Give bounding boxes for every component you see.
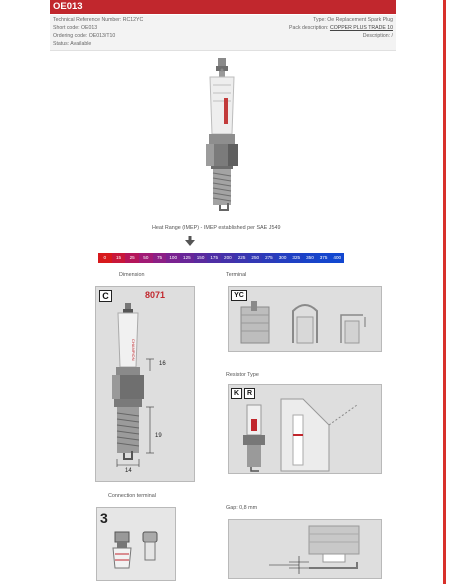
heat-range-cell: 325	[289, 253, 303, 263]
connection-terminal-drawing	[97, 508, 177, 582]
pack-link[interactable]: COPPER PLUS TRADE 10	[329, 25, 393, 31]
dimension-caption: Dimension	[119, 272, 145, 278]
terminal-panel	[228, 286, 382, 352]
pack-description	[289, 24, 393, 32]
heat-range-scale	[98, 253, 344, 263]
heat-range-cell: 250	[248, 253, 262, 263]
resistor-caption: Resistor Type	[226, 372, 259, 378]
heat-range-cell: 375	[317, 253, 331, 263]
short-code: Short code: OE013	[53, 25, 98, 31]
pack-label: Pack description:	[289, 25, 330, 31]
tech-ref: Technical Reference Number: RC12YC	[53, 17, 144, 23]
electrode-drawings	[229, 287, 383, 353]
heat-range-cell: 100	[166, 253, 180, 263]
terminal-code: YC	[231, 290, 247, 301]
dimension-letter: C	[99, 290, 112, 302]
gap-caption: Gap: 0,8 mm	[226, 505, 258, 511]
right-accent-bar	[443, 0, 446, 584]
heat-range-cell: 150	[194, 253, 208, 263]
heat-range-cell: 175	[207, 253, 221, 263]
spark-plug-image	[196, 58, 248, 216]
heat-range-cell: 0	[98, 253, 112, 263]
resistor-letter-k: K	[231, 388, 242, 399]
dimension-panel	[95, 286, 195, 482]
heat-range-cell: 275	[262, 253, 276, 263]
resistor-panel	[228, 384, 382, 474]
gap-drawing	[229, 520, 383, 580]
spark-plug-dimension-drawing	[96, 287, 196, 483]
heat-range-cell: 400	[330, 253, 344, 263]
thread-label: 14	[125, 468, 132, 474]
heat-range-cell: 75	[153, 253, 167, 263]
resistor-letter-r: R	[244, 388, 255, 399]
heat-range-caption: Heat Range (IMEP) - IMEP established per SAE J549	[152, 225, 281, 231]
heat-range-cell: 300	[276, 253, 290, 263]
heat-pointer-icon	[185, 236, 195, 246]
heat-range-cell: 225	[235, 253, 249, 263]
part-number: 8071	[145, 290, 166, 300]
connection-caption: Connection terminal	[108, 493, 156, 499]
product-type: Type: Oe Replacement Spark Plug	[313, 17, 393, 23]
ordering-code: Ordering code: OE013/T10	[53, 33, 116, 39]
heat-range-cell: 50	[139, 253, 153, 263]
hex-size-label: 16	[159, 361, 166, 367]
heat-range-cell: 350	[303, 253, 317, 263]
product-info	[50, 15, 396, 51]
svg-text:CHAMPION: CHAMPION	[131, 339, 136, 361]
terminal-caption: Terminal	[226, 272, 247, 278]
connection-number: 3	[100, 510, 108, 526]
header-bar	[50, 0, 396, 14]
heat-range-cell: 200	[221, 253, 235, 263]
reach-label: 19	[155, 433, 162, 439]
resistor-drawing	[229, 385, 383, 475]
status: Status: Available	[53, 41, 92, 47]
description: Description: /	[362, 33, 393, 39]
product-title: OE013	[53, 1, 83, 12]
heat-range-cell: 125	[180, 253, 194, 263]
gap-panel	[228, 519, 382, 579]
connection-panel	[96, 507, 176, 581]
heat-range-cell: 15	[112, 253, 126, 263]
heat-range-cell: 25	[125, 253, 139, 263]
